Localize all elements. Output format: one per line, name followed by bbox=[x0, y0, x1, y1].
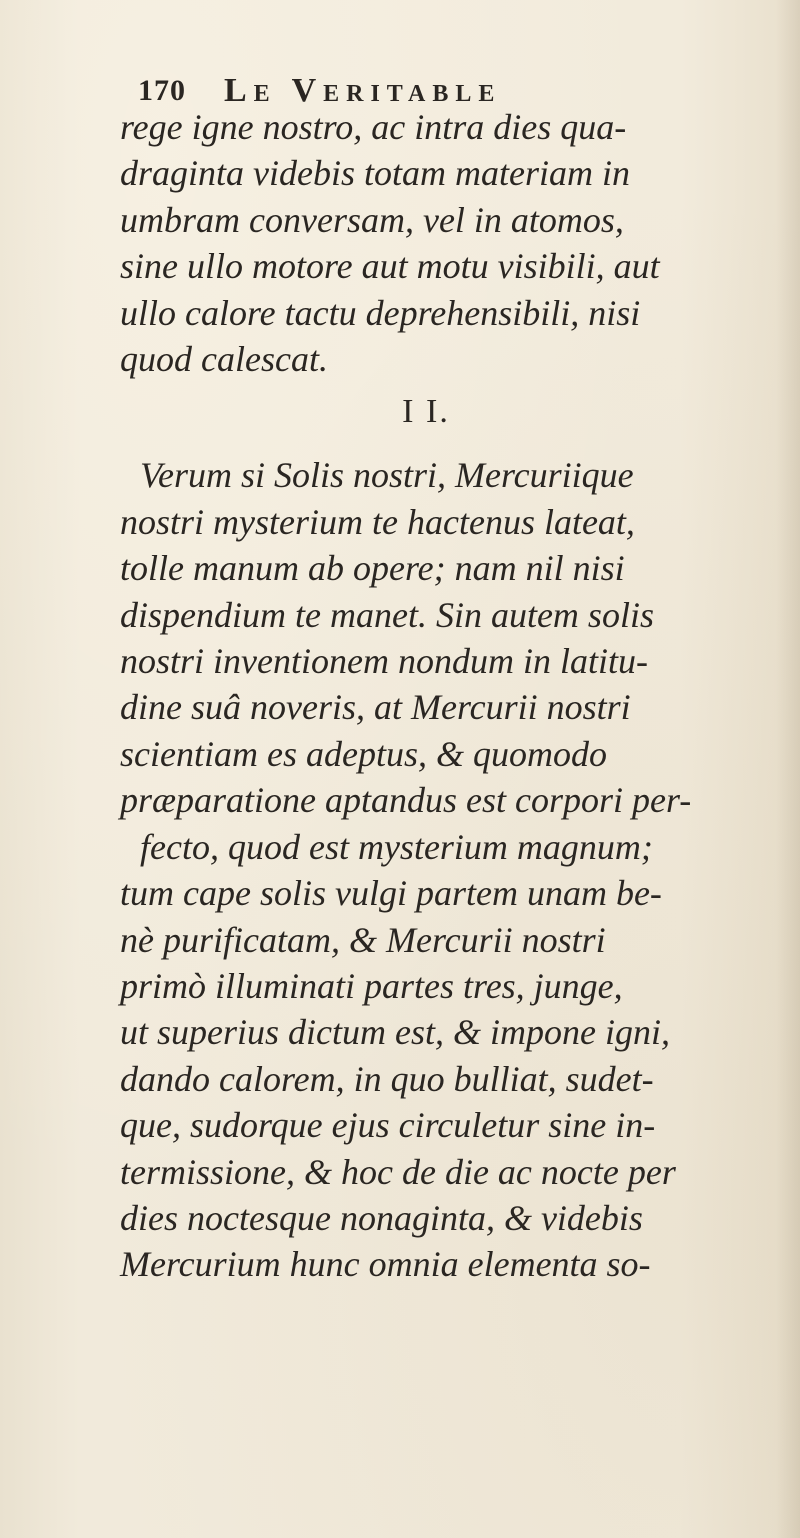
paragraph-2 bbox=[120, 452, 792, 1287]
text-line: nostri inventionem nondum in latitu- bbox=[120, 641, 648, 682]
paragraph-1 bbox=[120, 104, 792, 382]
text-line: Mercurium hunc omnia elementa so- bbox=[120, 1244, 651, 1285]
text-line: dine suâ noveris, at Mercurii nostri bbox=[120, 687, 631, 728]
text-line: nè purificatam, & Mercurii nostri bbox=[120, 919, 606, 960]
text-line: primò illuminati partes tres, junge, bbox=[120, 965, 623, 1006]
text-line: umbram conversam, vel in atomos, bbox=[120, 199, 624, 240]
running-head: Le Veritable bbox=[224, 72, 502, 109]
text-line: fecto, quod est mysterium magnum; bbox=[140, 826, 653, 867]
text-line: rege igne nostro, ac intra dies qua- bbox=[120, 107, 627, 147]
text-line: ut superius dictum est, & impone igni, bbox=[120, 1012, 670, 1053]
text-line: termissione, & hoc de die ac nocte per bbox=[120, 1151, 676, 1192]
text-line: dispendium te manet. Sin autem solis bbox=[120, 594, 654, 635]
text-line: dando calorem, in quo bulliat, sudet- bbox=[120, 1058, 654, 1099]
text-line: scientiam es adeptus, & quomodo bbox=[120, 733, 607, 774]
text-line: dies noctesque nonaginta, & videbis bbox=[120, 1197, 643, 1238]
text-line: que, sudorque ejus circuletur sine in- bbox=[120, 1105, 656, 1146]
text-line: draginta videbis totam materiam in bbox=[120, 153, 630, 194]
text-line: Verum si Solis nostri, Mercuriique bbox=[140, 455, 634, 496]
text-line: nostri mysterium te hactenus lateat, bbox=[120, 501, 635, 542]
text-line: ullo calore tactu deprehensibili, nisi bbox=[120, 292, 641, 333]
section-number: I I. bbox=[402, 393, 450, 431]
page-number: 170 bbox=[138, 74, 186, 107]
text-line: quod calescat. bbox=[120, 339, 328, 380]
body-text bbox=[120, 104, 792, 1288]
text-line: tolle manum ab opere; nam nil nisi bbox=[120, 548, 625, 589]
text-line: præparatione aptandus est corpori per- bbox=[120, 780, 692, 821]
text-line: sine ullo motore aut motu visibili, aut bbox=[120, 246, 660, 287]
text-line: tum cape solis vulgi partem unam be- bbox=[120, 873, 662, 914]
